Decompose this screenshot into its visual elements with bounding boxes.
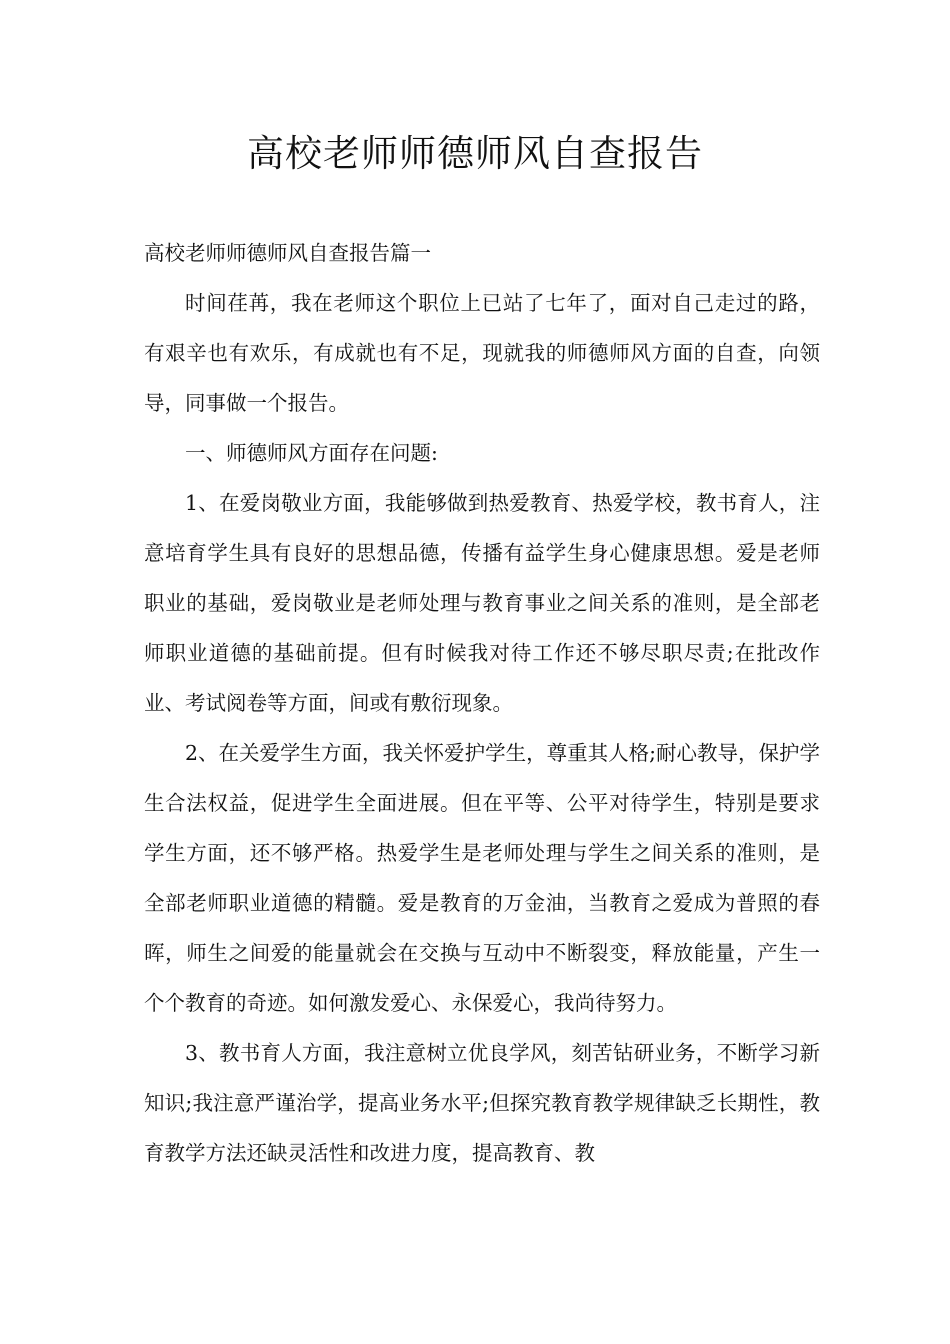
paragraph-caring-students: 2、在关爱学生方面，我关怀爱护学生，尊重其人格;耐心教导，保护学生合法权益，促进学生全面进展。但在平等、公平对待学生，特别是要求学生方面，还不够严格。热爱学生是老师处理与学生之间关系的准则，是全部老师职业道德的精髓。爱是教育的万金油，当教育之爱成为普照的春晖，师生之间爱的能量就会在交换与互动中不断裂变，释放能量，产生一个个教育的奇迹。如何激发爱心、永保爱心，我尚待努力。 [144,741,820,1015]
intro-paragraph: 时间荏苒，我在老师这个职位上已站了七年了，面对自己走过的路，有艰辛也有欢乐，有成就也有不足，现就我的师德师风方面的自查，向领导，同事做一个报告。 [144,291,820,415]
paragraph-teaching: 3、教书育人方面，我注意树立优良学风，刻苦钻研业务，不断学习新知识;我注意严谨治学，提高业务水平;但探究教育教学规律缺乏长期性，教育教学方法还缺灵活性和改进力度，提高教育、教 [144,1041,820,1165]
problems-heading: 一、师德师风方面存在问题: [185,441,438,465]
section-heading: 高校老师师德师风自查报告篇一 [144,241,431,265]
paragraph-dedication: 1、在爱岗敬业方面，我能够做到热爱教育、热爱学校，教书育人，注意培育学生具有良好的思想品德，传播有益学生身心健康思想。爱是老师职业的基础，爱岗敬业是老师处理与教育事业之间关系的准则，是全部老师职业道德的基础前提。但有时候我对待工作还不够尽职尽责;在批改作业、考试阅卷等方面，间或有敷衍现象。 [144,491,820,715]
document-body [144,228,820,1178]
document-title: 高校老师师德师风自查报告 [247,132,703,175]
